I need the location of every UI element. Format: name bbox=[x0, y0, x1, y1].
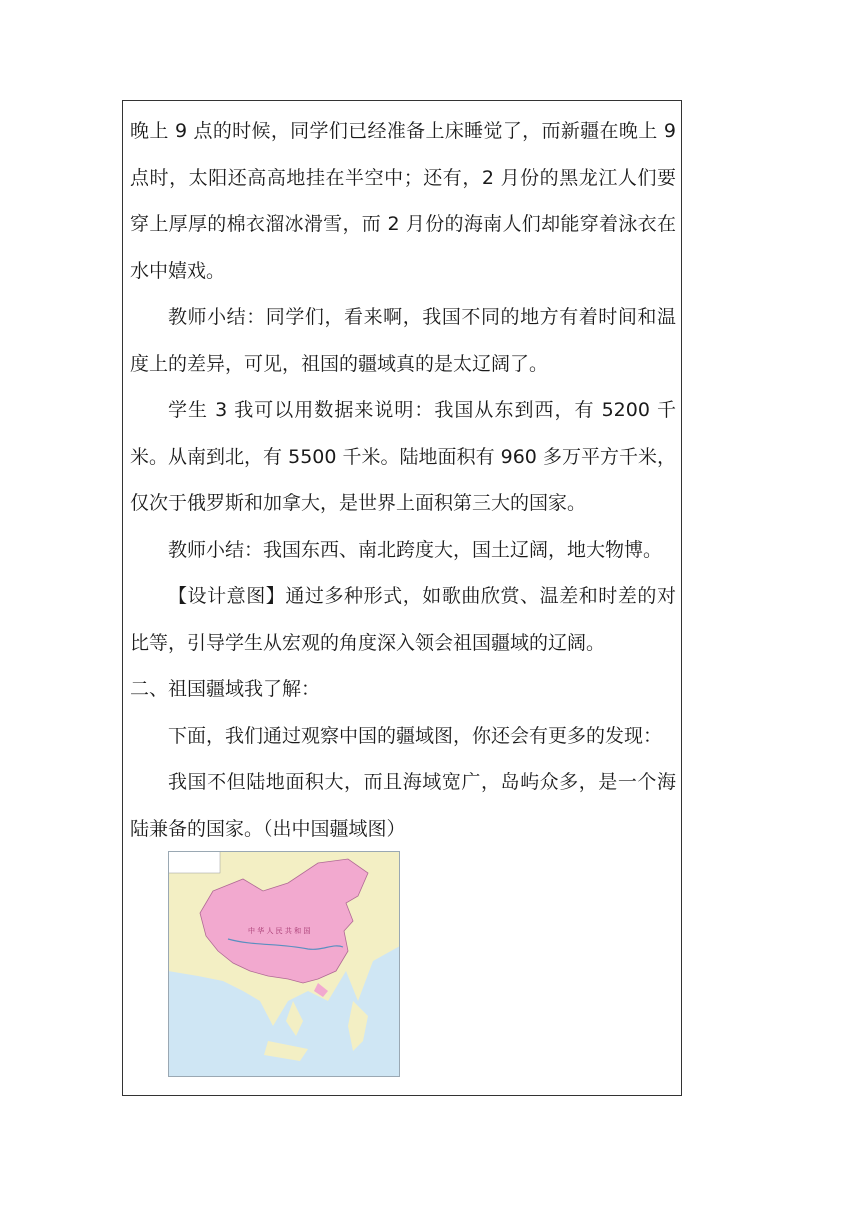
paragraph-4: 教师小结：我国东西、南北跨度大，国土辽阔，地大物博。 bbox=[168, 538, 663, 561]
china-territory-map bbox=[168, 851, 400, 1077]
paragraph-5: 【设计意图】通过多种形式，如歌曲欣赏、温差和时差的对比等，引导学生从宏观的角度深入领会祖国疆域的辽阔。 bbox=[130, 585, 676, 654]
paragraph-7: 下面，我们通过观察中国的疆域图，你还会有更多的发现： bbox=[168, 724, 663, 747]
lesson-text bbox=[130, 108, 676, 852]
map-country-label: 中 华 人 民 共 和 国 bbox=[248, 927, 311, 935]
paragraph-8: 我国不但陆地面积大，而且海域宽广，岛屿众多，是一个海陆兼备的国家。（出中国疆域图） bbox=[130, 771, 676, 840]
paragraph-2: 教师小结：同学们，看来啊，我国不同的地方有着时间和温度上的差异，可见，祖国的疆域真的是太辽阔了。 bbox=[130, 306, 676, 375]
paragraph-1: 晚上 9 点的时候，同学们已经准备上床睡觉了，而新疆在晚上 9 点时，太阳还高高地挂在半空中；还有，2 月份的黑龙江人们要穿上厚厚的棉衣溜冰滑雪，而 2 月份的海南人们却能穿着泳衣在水中嬉戏。 bbox=[130, 120, 676, 282]
section-heading: 二、祖国疆域我了解： bbox=[130, 678, 321, 700]
paragraph-3: 学生 3 我可以用数据来说明：我国从东到西，有 5200 千米。从南到北，有 5500 千米。陆地面积有 960 多万平方千米，仅次于俄罗斯和加拿大，是世界上面积第三大的国家。 bbox=[130, 399, 676, 514]
map-legend bbox=[168, 851, 220, 873]
